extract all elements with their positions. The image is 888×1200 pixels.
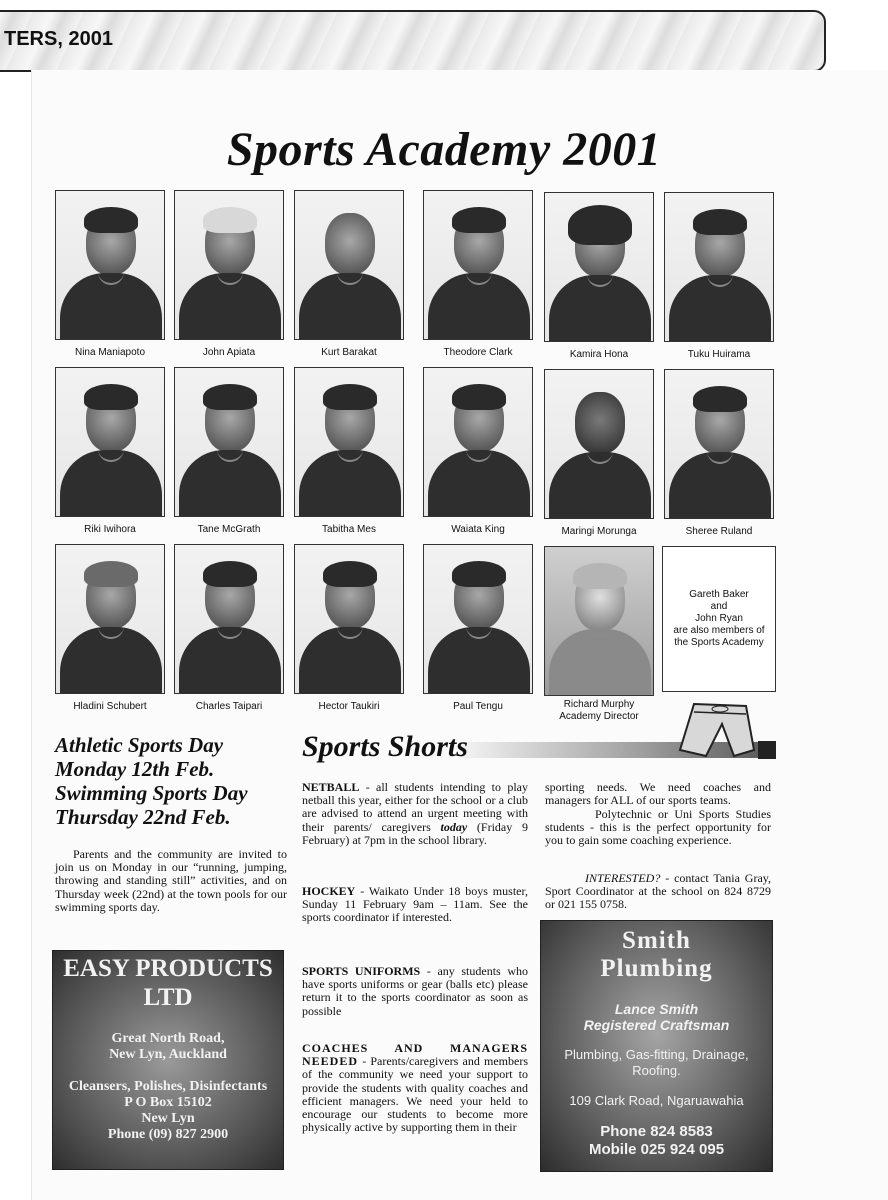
member-name: Tabitha Mes <box>322 524 376 535</box>
member-name: Kamira Hona <box>569 349 629 360</box>
member-photo <box>174 367 284 517</box>
director-role: Academy Director <box>559 711 639 722</box>
member-name: Hladini Schubert <box>73 701 147 712</box>
hockey-item <box>302 885 528 925</box>
smith-name-line1: Smith <box>622 927 691 954</box>
extra-members-note: Gareth Baker and John Ryan are also members of the Sports Academy <box>662 546 776 692</box>
member-photo <box>423 544 533 694</box>
contact-text: - contact Tania Gray, Sport Coordinator at the school on 824 8729 or 021 155 0758. <box>545 871 771 912</box>
member-photo <box>423 190 533 340</box>
member-name: Nina Maniapoto <box>74 347 146 358</box>
director-name: Richard Murphy <box>563 699 635 710</box>
member-photo <box>294 190 404 340</box>
uniforms-heading: SPORTS UNIFORMS <box>302 964 421 978</box>
coaches-heading: COACHES AND MANAGERS NEEDED <box>302 1041 528 1069</box>
smith-owner: Lance Smith <box>614 1001 699 1017</box>
member-name: Maringi Morunga <box>561 526 637 537</box>
athletic-heading <box>55 733 295 829</box>
hockey-heading: HOCKEY <box>302 884 356 898</box>
polytechnic-note: Polytechnic or Uni Sports Studies students - this is the perfect opportunity for you to gain some coaching experience. <box>545 807 771 848</box>
header-title: TERS, 2001 <box>4 28 113 50</box>
coaches-text: - Parents/caregivers and members of the community we need your support to provide the students with quality coaches and efficient managers. We need your held to encourage our students to become more physically active by supporting them in their <box>302 1054 528 1135</box>
member-name: Waiata King <box>451 524 505 535</box>
easy-name-line1: EASY PRODUCTS <box>63 955 273 982</box>
member-photo <box>664 192 774 342</box>
member-name: Charles Taipari <box>195 701 263 712</box>
netball-item <box>302 781 528 847</box>
easy-town: New Lyn <box>141 1111 195 1126</box>
interested-word: INTERESTED? <box>585 871 661 885</box>
smith-plumbing-ad <box>540 920 773 1172</box>
easy-phone: Phone (09) 827 2900 <box>107 1127 229 1142</box>
member-name: Hector Taukiri <box>318 701 380 712</box>
member-photo <box>664 369 774 519</box>
netball-today: today <box>440 819 468 834</box>
member-name: Riki Iwihora <box>84 524 136 535</box>
member-photo <box>55 544 165 694</box>
smith-mobile: Mobile 025 924 095 <box>588 1141 725 1158</box>
athletic-line: Swimming Sports Day <box>55 781 248 805</box>
member-photo <box>55 190 165 340</box>
member-photo <box>294 367 404 517</box>
smith-name-line2: Plumbing <box>600 955 713 982</box>
member-name: Sheree Ruland <box>685 526 753 537</box>
member-photo <box>294 544 404 694</box>
netball-tail: (Friday 9 February) at 7pm in the school library. <box>302 819 529 847</box>
member-photo <box>55 367 165 517</box>
coaches-continued: sporting needs. We need coaches and managers for ALL of our sports teams. <box>545 780 771 808</box>
header-banner <box>0 10 826 72</box>
member-photo <box>174 544 284 694</box>
shorts-title: Sports Shorts <box>302 730 468 763</box>
netball-heading: NETBALL <box>302 780 360 794</box>
member-name: Tuku Huirama <box>687 349 751 360</box>
athletic-line: Monday 12th Feb. <box>55 757 215 781</box>
easy-address-line1: Great North Road, <box>111 1031 225 1046</box>
athletic-line: Athletic Sports Day <box>55 733 224 757</box>
smith-role: Registered Craftsman <box>583 1017 730 1033</box>
easy-address-line2: New Lyn, Auckland <box>109 1047 227 1062</box>
hockey-text: - Waikato Under 18 boys muster, Sunday 11 February 9am – 11am. See the sports coordinator if interested. <box>302 884 528 925</box>
page-title: Sports Academy 2001 <box>226 123 662 176</box>
netball-text: - all students intending to play netball this year, either for the school or a club are advised to attend an urgent meeting with their parents/ caregivers <box>302 780 528 834</box>
athletic-body: Parents and the community are invited to join us on Monday in our “running, jumping, throwing and standing still” activities, and on Thursday week (22nd) at the town pools for our swimming sports day. <box>55 847 287 914</box>
member-name: Theodore Clark <box>443 347 513 358</box>
member-name: Paul Tengu <box>453 701 503 712</box>
smith-services: Plumbing, Gas-fitting, Drainage, Roofing. <box>564 1047 749 1078</box>
easy-products-ad <box>52 950 284 1170</box>
member-name: Tane McGrath <box>197 524 261 535</box>
shorts-bar-end <box>758 741 776 759</box>
athletic-line: Thursday 22nd Feb. <box>55 805 231 829</box>
member-name: Kurt Barakat <box>321 347 377 358</box>
uniforms-text: - any students who have sports uniforms or gear (balls etc) please return it to the sports coordinator as soon as possible <box>302 964 529 1018</box>
easy-name-line2: LTD <box>143 984 193 1011</box>
easy-products-line: Cleansers, Polishes, Disinfectants <box>68 1079 268 1094</box>
member-photo <box>544 369 654 519</box>
shorts-icon <box>676 700 756 760</box>
smith-address: 109 Clark Road, Ngaruawahia <box>569 1093 744 1108</box>
member-photo <box>423 367 533 517</box>
coaches-item <box>302 1042 528 1134</box>
director-photo <box>544 546 654 696</box>
uniforms-item <box>302 965 528 1018</box>
contact-note <box>545 872 771 912</box>
member-photo <box>174 190 284 340</box>
easy-po-box: P O Box 15102 <box>124 1095 212 1110</box>
smith-phone: Phone 824 8583 <box>600 1123 713 1140</box>
member-name: John Apiata <box>202 347 256 358</box>
member-photo <box>544 192 654 342</box>
